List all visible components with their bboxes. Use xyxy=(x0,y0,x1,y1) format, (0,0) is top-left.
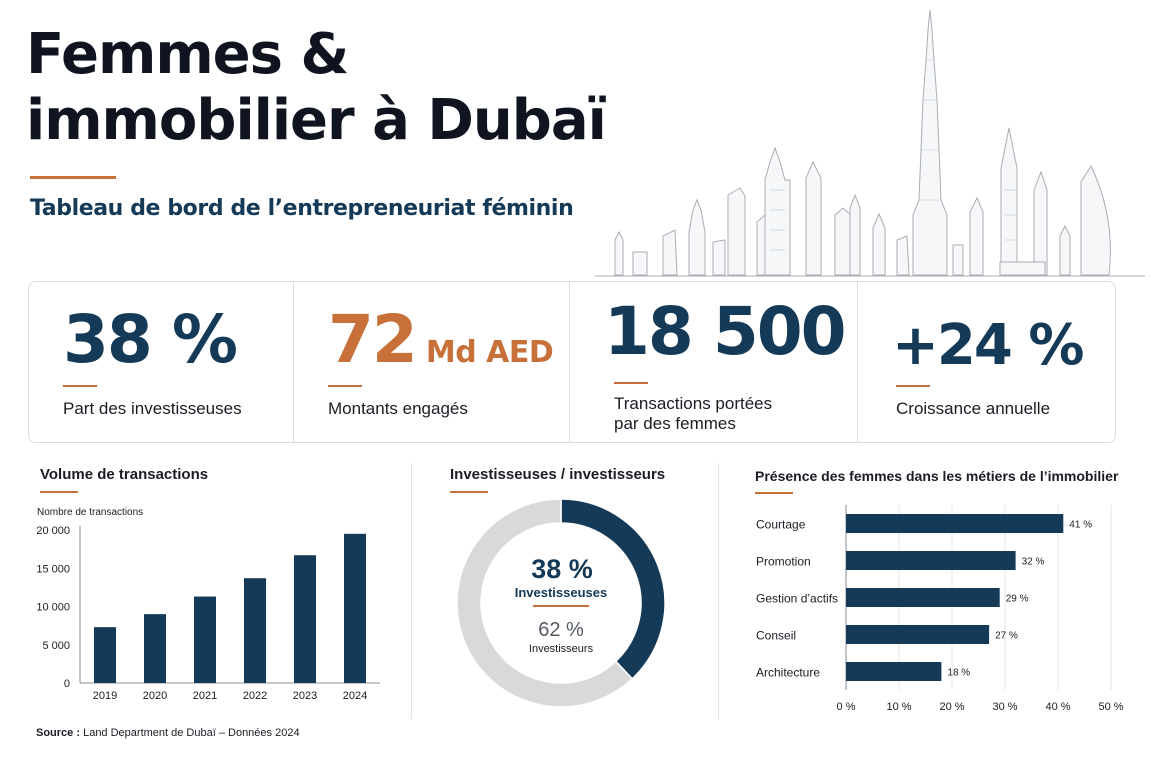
bar-value-label: 27 % xyxy=(995,630,1018,642)
donut-chart-title: Investisseuses / investisseurs xyxy=(450,466,666,483)
kpi-label-line: par des femmes xyxy=(614,414,736,433)
bar xyxy=(846,588,1000,607)
bar xyxy=(94,627,116,683)
x-tick-label: 50 % xyxy=(1098,701,1124,713)
bar xyxy=(144,614,166,683)
donut-secondary-label: Investisseurs xyxy=(528,643,594,655)
x-tick-label: 2023 xyxy=(292,690,318,702)
kpi-value-text: 38 % xyxy=(63,301,236,378)
x-tick-label: 2021 xyxy=(192,690,218,702)
category-label: Promotion xyxy=(756,554,811,569)
x-tick-label: 2022 xyxy=(242,690,268,702)
transactions-chart-title: Volume de transactions xyxy=(40,466,209,483)
x-tick-label: 2024 xyxy=(342,690,368,702)
kpi-label-line: Croissance annuelle xyxy=(896,399,1051,418)
bar-value-label: 29 % xyxy=(1005,593,1029,605)
source-label: Source : xyxy=(36,727,81,739)
page-subtitle: Tableau de bord de l’entrepreneuriat féminin xyxy=(30,196,574,221)
donut-primary-label: Investisseuses xyxy=(514,585,608,600)
y-axis-title: Nombre de transactions xyxy=(37,507,144,518)
x-tick-label: 0 % xyxy=(836,701,856,713)
category-label: Conseil xyxy=(756,628,797,643)
donut-secondary-value: 62 % xyxy=(538,619,584,641)
y-tick-label: 10 000 xyxy=(36,601,70,614)
x-tick-label: 30 % xyxy=(992,701,1018,713)
bar xyxy=(294,555,316,683)
bar-value-label: 41 % xyxy=(1069,519,1093,531)
y-tick-label: 0 xyxy=(63,678,70,690)
bar-value-label: 32 % xyxy=(1021,556,1045,568)
professions-bar-chart xyxy=(719,0,1152,720)
bar xyxy=(344,534,366,683)
category-label: Architecture xyxy=(756,665,821,680)
bar xyxy=(194,597,216,683)
investors-donut-chart xyxy=(412,0,717,720)
kpi-label-line: Montants engagés xyxy=(328,399,468,418)
kpi-label-line: Part des investisseuses xyxy=(63,399,242,418)
source-text: Land Department de Dubaï – Données 2024 xyxy=(83,727,300,739)
source-note xyxy=(36,727,300,739)
bar xyxy=(846,662,941,681)
y-tick-label: 15 000 xyxy=(36,563,70,576)
kpi-value-text: 18 500 xyxy=(604,293,845,370)
professions-chart-title: Présence des femmes dans les métiers de l’immobilier xyxy=(755,468,1119,484)
title-line-1: Femmes & xyxy=(26,22,349,87)
x-tick-label: 10 % xyxy=(886,701,912,713)
category-label: Courtage xyxy=(756,517,806,532)
bar-value-label: 18 % xyxy=(947,667,971,679)
x-tick-label: 2020 xyxy=(142,690,168,702)
kpi-unit: Md AED xyxy=(425,335,554,370)
x-tick-label: 40 % xyxy=(1045,701,1071,713)
transactions-bar-chart xyxy=(0,0,411,720)
bar xyxy=(846,625,989,644)
kpi-label-line: Transactions portées xyxy=(614,394,773,413)
title-line-2: immobilier à Dubaï xyxy=(26,88,606,153)
bar xyxy=(846,514,1063,533)
bar xyxy=(846,551,1016,570)
x-tick-label: 2019 xyxy=(92,690,118,702)
kpi-value-text: +24 % xyxy=(892,313,1083,378)
kpi-value-text: 72 xyxy=(328,301,416,378)
donut-primary-value: 38 % xyxy=(531,554,593,584)
category-label: Gestion d’actifs xyxy=(756,591,839,606)
y-tick-label: 20 000 xyxy=(36,525,70,537)
bar xyxy=(244,578,266,683)
y-tick-label: 5 000 xyxy=(42,639,70,652)
x-tick-label: 20 % xyxy=(939,701,965,713)
